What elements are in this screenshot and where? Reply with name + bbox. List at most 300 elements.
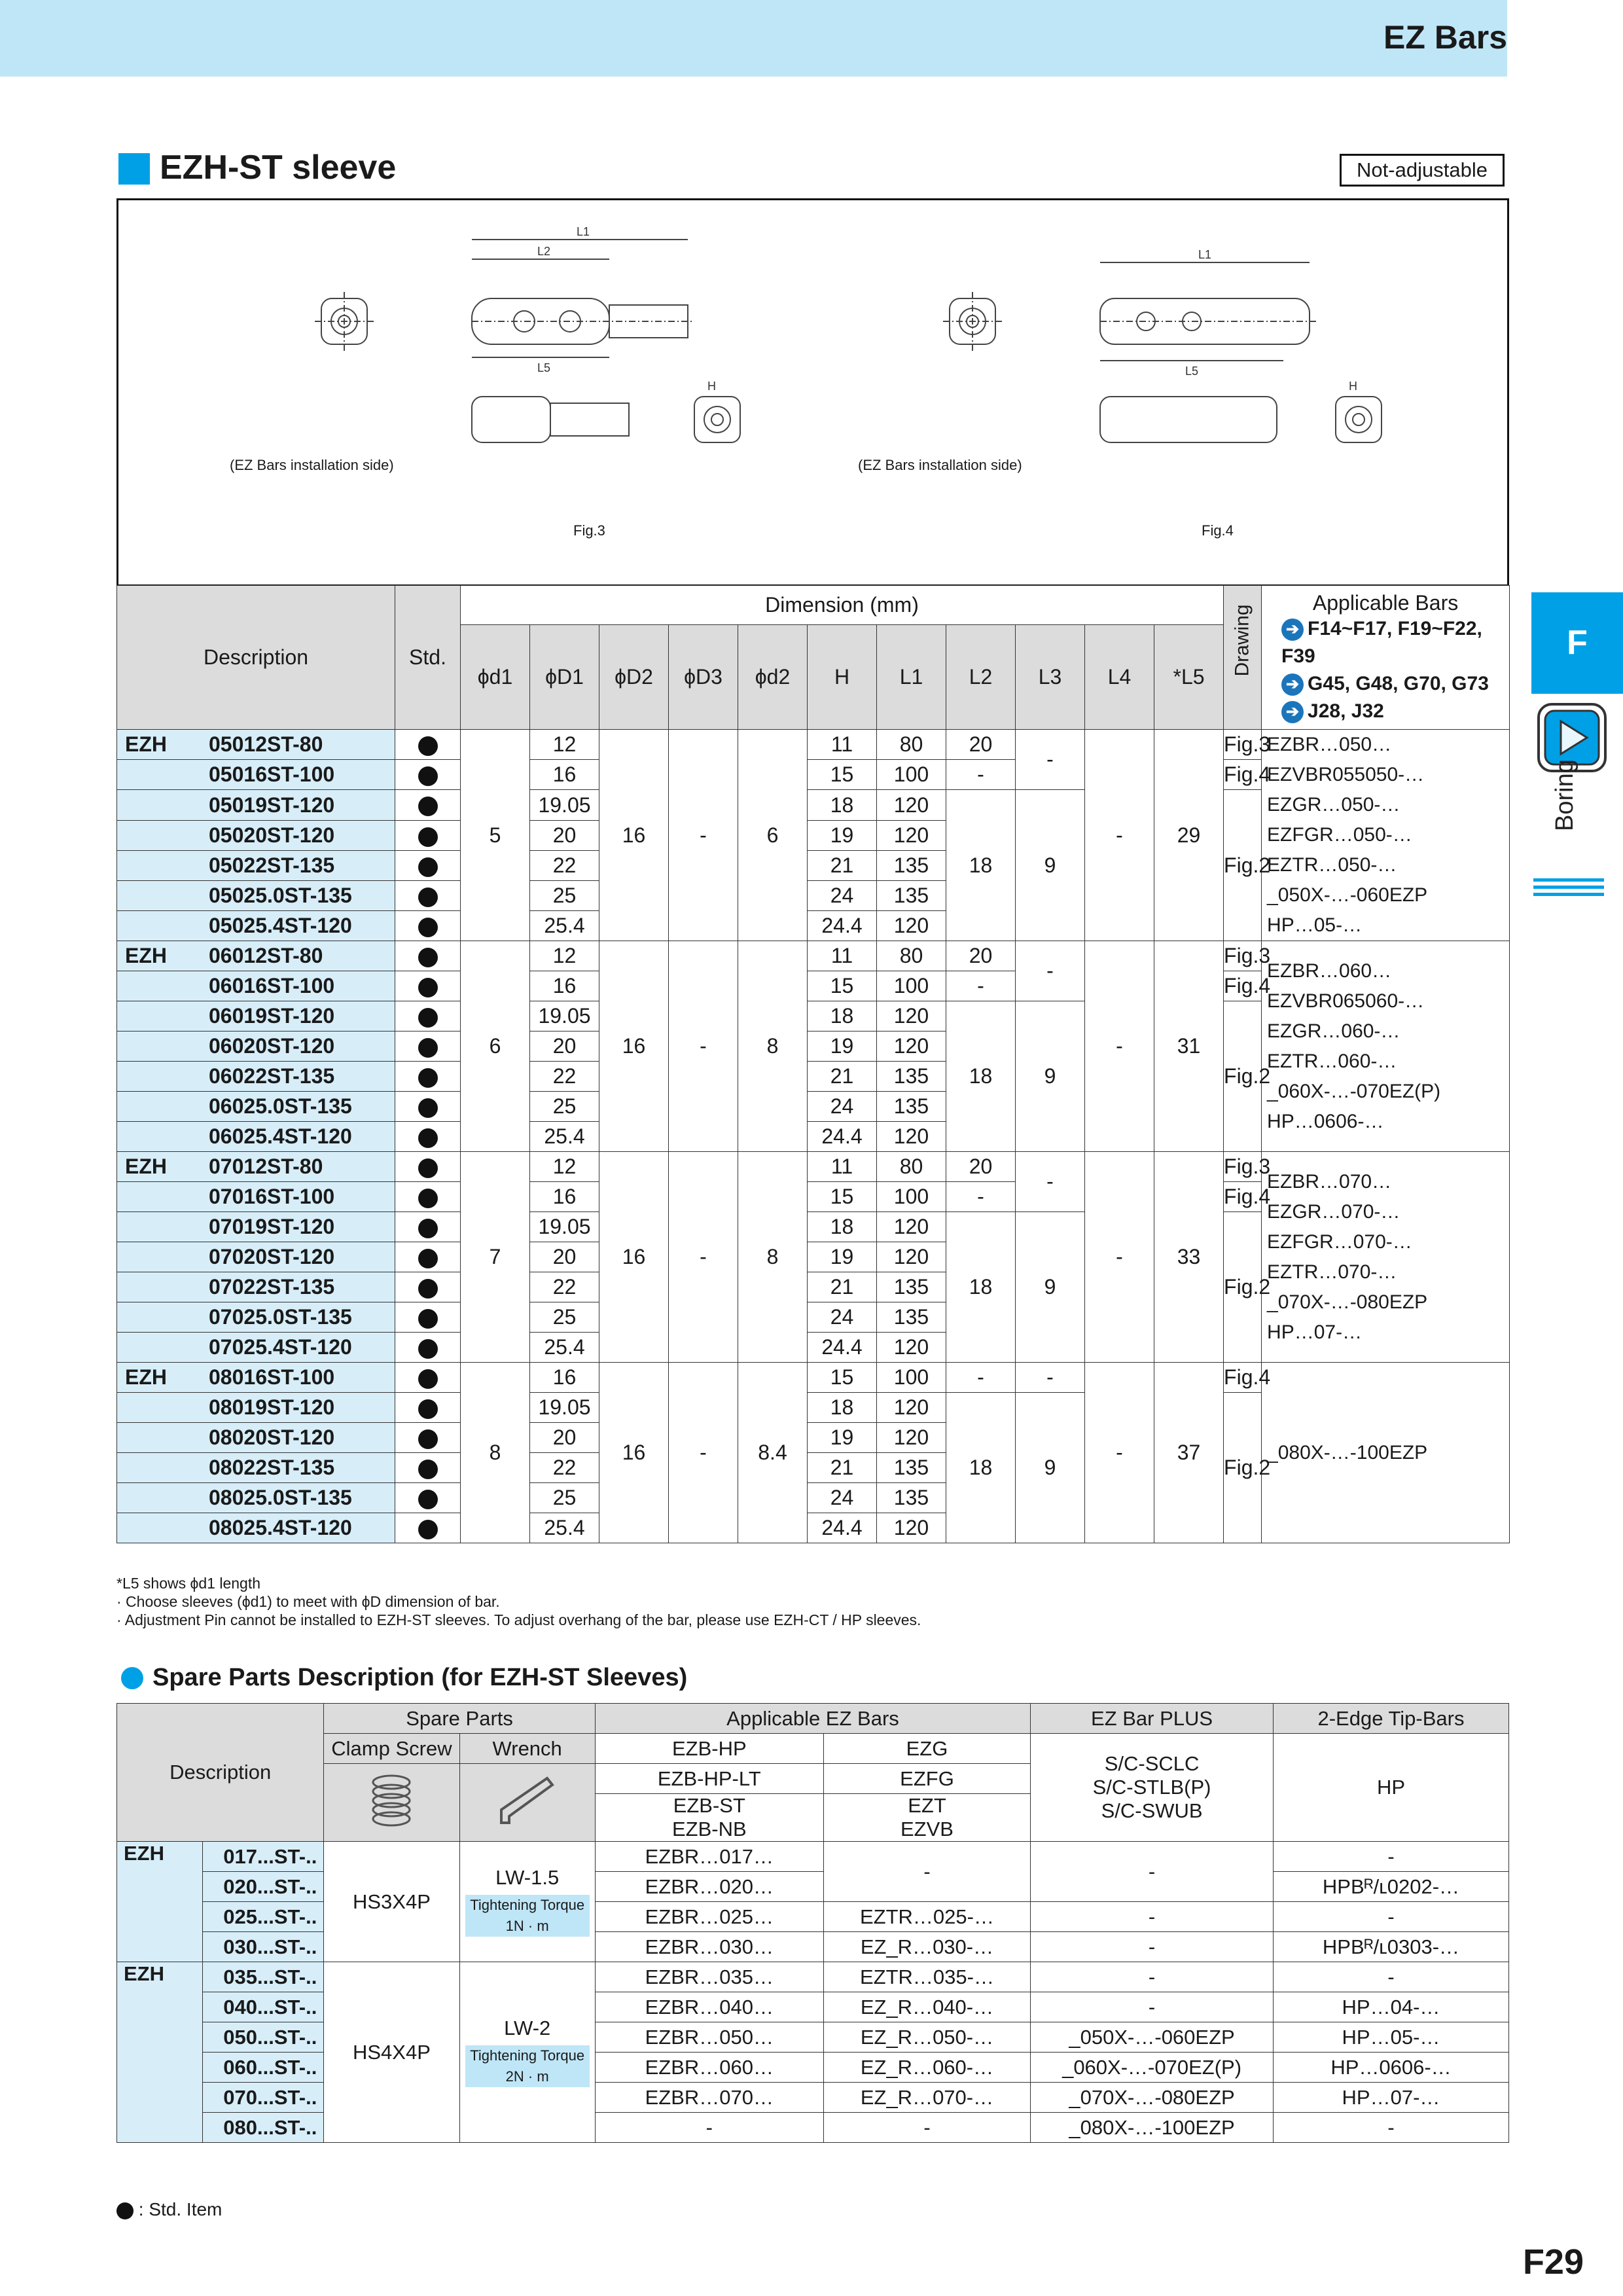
cell-D3: - — [669, 1363, 738, 1543]
std-mark — [395, 1363, 461, 1393]
app-col2-1: EZFG — [823, 1764, 1030, 1794]
row-description: 06022ST-135 — [117, 1062, 395, 1092]
row-description: 08019ST-120 — [117, 1393, 395, 1423]
applicable-line-3: ➔ J28, J32 — [1262, 698, 1509, 725]
std-dot-icon — [418, 1339, 438, 1359]
cell-H: 19 — [808, 821, 877, 851]
row-description: 05019ST-120 — [117, 790, 395, 821]
cell-H: 18 — [808, 790, 877, 821]
drawing-figure — [116, 198, 1509, 586]
spare-tip: - — [1273, 1902, 1508, 1932]
clamp-screw-icon — [324, 1764, 459, 1842]
cell-D2: 16 — [599, 1152, 669, 1363]
wrench-icon — [459, 1764, 595, 1842]
cell-D1: 20 — [530, 1031, 599, 1062]
header-title: EZ Bars — [1383, 19, 1507, 56]
cell-L1: 120 — [877, 1393, 946, 1423]
th-dim-col: ϕD2 — [599, 625, 669, 730]
row-description: 07025.0ST-135 — [117, 1302, 395, 1333]
th-dim-col: H — [808, 625, 877, 730]
spare-tip: HPBᴿ/ʟ0303-… — [1273, 1932, 1508, 1962]
cell-L1: 120 — [877, 1122, 946, 1152]
spare-app-b: EZ_R…050-… — [823, 2022, 1030, 2053]
std-dot-icon — [418, 1249, 438, 1268]
dim-label-L1-right: L1 — [1198, 248, 1212, 261]
std-mark — [395, 1272, 461, 1302]
spare-tip: - — [1273, 1962, 1508, 1992]
cell-L1: 135 — [877, 1302, 946, 1333]
chapter-tab[interactable]: F — [1531, 592, 1623, 694]
std-dot-icon — [418, 1399, 438, 1419]
table-row — [117, 730, 1510, 760]
sleeve-drawings — [118, 200, 1507, 584]
std-mark — [395, 1062, 461, 1092]
cell-L1: 120 — [877, 1212, 946, 1242]
cell-D1: 16 — [530, 971, 599, 1001]
right-figure-caption: (EZ Bars installation side) — [858, 457, 1022, 473]
cell-L4: - — [1085, 941, 1154, 1152]
cell-D1: 22 — [530, 1272, 599, 1302]
cell-D1: 22 — [530, 1062, 599, 1092]
cell-H: 24 — [808, 1092, 877, 1122]
fig3-label: Fig.3 — [573, 522, 605, 539]
std-mark — [395, 881, 461, 911]
cell-D1: 25.4 — [530, 911, 599, 941]
cell-drawing: Fig.2 — [1224, 790, 1262, 941]
cell-drawing: Fig.2 — [1224, 1001, 1262, 1152]
cell-L1: 120 — [877, 1333, 946, 1363]
cell-L1: 80 — [877, 1152, 946, 1182]
cell-D1: 20 — [530, 1242, 599, 1272]
cell-d2: 6 — [738, 730, 808, 941]
std-mark — [395, 1122, 461, 1152]
spare-th-description: Description — [117, 1704, 324, 1842]
row-description: 08025.0ST-135 — [117, 1483, 395, 1513]
std-mark — [395, 1483, 461, 1513]
cell-L3: 9 — [1016, 1001, 1085, 1152]
th-dim-col: L2 — [946, 625, 1016, 730]
cell-L1: 100 — [877, 1363, 946, 1393]
std-mark — [395, 1333, 461, 1363]
cell-L1: 135 — [877, 1272, 946, 1302]
cell-L3: 9 — [1016, 1212, 1085, 1363]
cell-applicable: EZBR…070… EZGR…070-… EZFGR…070-… EZTR…070-… _070X-…-080EZP HP…07-… — [1262, 1152, 1510, 1363]
std-dot-icon — [418, 918, 438, 937]
cell-D1: 16 — [530, 1363, 599, 1393]
row-description: EZH 08016ST-100 — [117, 1363, 395, 1393]
spare-app-a: EZBR…060… — [595, 2053, 823, 2083]
th-dimension: Dimension (mm) — [461, 586, 1224, 625]
cell-L3: - — [1016, 941, 1085, 1001]
std-dot-icon — [418, 1158, 438, 1178]
cell-drawing: Fig.2 — [1224, 1393, 1262, 1543]
spare-app-a: EZBR…040… — [595, 1992, 823, 2022]
cell-L5: 31 — [1154, 941, 1224, 1152]
spare-app-a: EZBR…050… — [595, 2022, 823, 2053]
spare-title: Spare Parts Description (for EZH-ST Sleeves) — [152, 1664, 688, 1691]
fig4-label: Fig.4 — [1202, 522, 1234, 539]
spare-th-parts: Spare Parts — [324, 1704, 595, 1734]
cell-D1: 12 — [530, 1152, 599, 1182]
spare-row — [117, 1962, 1509, 1992]
cell-H: 24.4 — [808, 1122, 877, 1152]
std-dot-icon — [418, 827, 438, 847]
cell-D2: 16 — [599, 1363, 669, 1543]
cell-H: 24.4 — [808, 911, 877, 941]
dim-label-L2: L2 — [537, 245, 551, 258]
cell-applicable: _080X-…-100EZP — [1262, 1363, 1510, 1543]
cell-L5: 37 — [1154, 1363, 1224, 1543]
cell-d1: 5 — [461, 730, 530, 941]
cell-d1: 7 — [461, 1152, 530, 1363]
spare-th-wrench: Wrench — [459, 1734, 595, 1764]
cell-drawing: Fig.4 — [1224, 1182, 1262, 1212]
cell-L1: 100 — [877, 760, 946, 790]
cell-applicable: EZBR…060… EZVBR065060-… EZGR…060-… EZTR…060-… _060X-…-070EZ(P) HP…0606-… — [1262, 941, 1510, 1152]
cell-H: 15 — [808, 971, 877, 1001]
cell-D1: 25 — [530, 881, 599, 911]
spare-plus: - — [1031, 1992, 1274, 2022]
row-description: 07016ST-100 — [117, 1182, 395, 1212]
cell-L1: 120 — [877, 1242, 946, 1272]
spare-tip: HP…07-… — [1273, 2083, 1508, 2113]
cell-L3: - — [1016, 730, 1085, 790]
cell-D1: 19.05 — [530, 1212, 599, 1242]
spare-code: 070...ST-.. — [202, 2083, 323, 2113]
spare-app-b: EZ_R…030-… — [823, 1932, 1030, 1962]
cell-H: 18 — [808, 1001, 877, 1031]
std-mark — [395, 971, 461, 1001]
spare-app-a: EZBR…030… — [595, 1932, 823, 1962]
cell-H: 21 — [808, 1453, 877, 1483]
note-adjustment: · Adjustment Pin cannot be installed to EZH-ST sleeves. To adjust overhang of the bar, please use EZH-CT / HP sleeves. — [116, 1611, 921, 1628]
cell-L5: 29 — [1154, 730, 1224, 941]
cell-H: 18 — [808, 1212, 877, 1242]
cell-drawing: Fig.2 — [1224, 1212, 1262, 1363]
th-dim-col: ϕD1 — [530, 625, 599, 730]
cell-D1: 19.05 — [530, 1001, 599, 1031]
std-dot-icon — [418, 1189, 438, 1208]
cell-L2: 20 — [946, 1152, 1016, 1182]
spare-tip: - — [1273, 1842, 1508, 1872]
spare-app-b: EZTR…025-… — [823, 1902, 1030, 1932]
dim-label-L5-right: L5 — [1185, 365, 1199, 378]
dim-label-H-left: H — [707, 380, 716, 393]
dim-label-L1-left: L1 — [577, 225, 590, 238]
std-dot-icon — [418, 1128, 438, 1148]
spare-app-a: - — [595, 2113, 823, 2143]
th-applicable-bars — [1262, 586, 1510, 730]
cell-L2: 18 — [946, 1393, 1016, 1543]
cell-L2: 20 — [946, 730, 1016, 760]
std-dot-icon — [418, 1520, 438, 1539]
cell-drawing: Fig.4 — [1224, 1363, 1262, 1393]
spare-plus: _050X-…-060EZP — [1031, 2022, 1274, 2053]
row-description: 05020ST-120 — [117, 821, 395, 851]
row-description: 07022ST-135 — [117, 1272, 395, 1302]
cell-H: 15 — [808, 1363, 877, 1393]
cell-H: 24.4 — [808, 1333, 877, 1363]
cell-D1: 25 — [530, 1483, 599, 1513]
cell-H: 11 — [808, 1152, 877, 1182]
cell-L1: 120 — [877, 911, 946, 941]
app-col2-0: EZG — [823, 1734, 1030, 1764]
spare-th-applicable: Applicable EZ Bars — [595, 1704, 1030, 1734]
cell-H: 18 — [808, 1393, 877, 1423]
std-dot-icon — [418, 1279, 438, 1299]
row-description: 06025.4ST-120 — [117, 1122, 395, 1152]
th-std: Std. — [395, 586, 461, 730]
row-description: 07019ST-120 — [117, 1212, 395, 1242]
cell-D1: 19.05 — [530, 1393, 599, 1423]
cell-H: 21 — [808, 1062, 877, 1092]
cell-D2: 16 — [599, 730, 669, 941]
cell-D3: - — [669, 730, 738, 941]
cell-L1: 135 — [877, 1092, 946, 1122]
page-number: F29 — [1522, 2242, 1584, 2282]
cell-L2: 20 — [946, 941, 1016, 971]
row-description: EZH 05012ST-80 — [117, 730, 395, 760]
row-description: 06019ST-120 — [117, 1001, 395, 1031]
spare-tip: HP…0606-… — [1273, 2053, 1508, 2083]
cell-L1: 120 — [877, 1423, 946, 1453]
cell-applicable: EZBR…050… EZVBR055050-… EZGR…050-… EZFGR…050-… EZTR…050-… _050X-…-060EZP HP…05-… — [1262, 730, 1510, 941]
th-drawing: Drawing — [1224, 586, 1262, 730]
cell-D1: 12 — [530, 730, 599, 760]
std-dot-icon — [418, 1369, 438, 1389]
app-col1-0: EZB-HP — [595, 1734, 823, 1764]
std-dot-icon — [418, 797, 438, 816]
spare-th-plus: EZ Bar PLUS — [1031, 1704, 1274, 1734]
cell-L1: 135 — [877, 851, 946, 881]
spare-th-tip: 2-Edge Tip-Bars — [1273, 1704, 1508, 1734]
cell-L3: 9 — [1016, 790, 1085, 941]
cell-L2: - — [946, 1363, 1016, 1393]
app-col1-2: EZB-ST EZB-NB — [595, 1794, 823, 1842]
section-marker — [118, 153, 150, 185]
cell-H: 24 — [808, 1302, 877, 1333]
spare-code: 020...ST-.. — [202, 1872, 323, 1902]
row-description: 08025.4ST-120 — [117, 1513, 395, 1543]
spare-app-a: EZBR…020… — [595, 1872, 823, 1902]
cell-L1: 80 — [877, 730, 946, 760]
th-dim-col: *L5 — [1154, 625, 1224, 730]
row-description: EZH 06012ST-80 — [117, 941, 395, 971]
app-col1-1: EZB-HP-LT — [595, 1764, 823, 1794]
section-title: EZH-ST sleeve — [160, 149, 397, 187]
applicable-bars-title: Applicable Bars — [1312, 591, 1459, 615]
std-mark — [395, 1513, 461, 1543]
app-col2-2: EZT EZVB — [823, 1794, 1030, 1842]
std-mark — [395, 821, 461, 851]
cell-D1: 16 — [530, 760, 599, 790]
th-dim-col: L3 — [1016, 625, 1085, 730]
row-description: 06025.0ST-135 — [117, 1092, 395, 1122]
applicable-line-2: ➔ G45, G48, G70, G73 — [1262, 670, 1509, 698]
note-choose: · Choose sleeves (ϕd1) to meet with ϕD dimension of bar. — [116, 1593, 500, 1610]
cell-L3: - — [1016, 1152, 1085, 1212]
th-dim-col: L4 — [1085, 625, 1154, 730]
cell-L1: 120 — [877, 821, 946, 851]
std-mark — [395, 730, 461, 760]
cell-D1: 25.4 — [530, 1513, 599, 1543]
row-description: 05025.0ST-135 — [117, 881, 395, 911]
cell-H: 24 — [808, 1483, 877, 1513]
cell-d1: 8 — [461, 1363, 530, 1543]
std-dot-icon — [418, 736, 438, 756]
spare-app-b: EZ_R…060-… — [823, 2053, 1030, 2083]
cell-L1: 80 — [877, 941, 946, 971]
cell-L2: 18 — [946, 790, 1016, 941]
cell-D2: 16 — [599, 941, 669, 1152]
std-dot-icon — [418, 1460, 438, 1479]
left-figure-caption: (EZ Bars installation side) — [230, 457, 394, 473]
cell-L2: 18 — [946, 1001, 1016, 1152]
spare-app-b: EZ_R…040-… — [823, 1992, 1030, 2022]
std-mark — [395, 1031, 461, 1062]
wrench-model: LW-1.5 Tightening Torque 1N · m — [459, 1842, 595, 1962]
spare-plus: _060X-…-070EZ(P) — [1031, 2053, 1274, 2083]
spare-tip: HPBᴿ/ʟ0202-… — [1273, 1872, 1508, 1902]
table-row — [117, 1363, 1510, 1393]
sleeve-dimension-table — [116, 585, 1510, 1543]
spare-app-b: EZTR…035-… — [823, 1962, 1030, 1992]
spare-code: 030...ST-.. — [202, 1932, 323, 1962]
applicable-line-1: ➔ F14~F17, F19~F22, F39 — [1281, 618, 1482, 667]
row-description: 06016ST-100 — [117, 971, 395, 1001]
chapter-decoration — [1533, 878, 1604, 900]
cell-D1: 25 — [530, 1092, 599, 1122]
spare-tip: HP…05-… — [1273, 2022, 1508, 2053]
table-row — [117, 941, 1510, 971]
clamp-screw-model: HS4X4P — [324, 1962, 459, 2143]
cell-D1: 19.05 — [530, 790, 599, 821]
row-description: EZH 07012ST-80 — [117, 1152, 395, 1182]
cell-D3: - — [669, 1152, 738, 1363]
cell-L3: 9 — [1016, 1393, 1085, 1543]
th-dim-col: L1 — [877, 625, 946, 730]
spare-code: 060...ST-.. — [202, 2053, 323, 2083]
cell-L3: - — [1016, 1363, 1085, 1393]
page-header-band — [0, 0, 1507, 77]
cell-L1: 120 — [877, 1031, 946, 1062]
std-mark — [395, 1453, 461, 1483]
std-item-legend: : Std. Item — [116, 2199, 222, 2220]
std-mark — [395, 1242, 461, 1272]
cell-H: 19 — [808, 1242, 877, 1272]
not-adjustable-badge: Not-adjustable — [1340, 154, 1505, 187]
th-description: Description — [117, 586, 395, 730]
cell-H: 19 — [808, 1031, 877, 1062]
cell-L2: - — [946, 760, 1016, 790]
row-description: 07025.4ST-120 — [117, 1333, 395, 1363]
std-dot-icon — [418, 1098, 438, 1118]
cell-D1: 12 — [530, 941, 599, 971]
cell-D1: 22 — [530, 1453, 599, 1483]
cell-D1: 16 — [530, 1182, 599, 1212]
std-dot-icon — [418, 948, 438, 967]
cell-L1: 100 — [877, 971, 946, 1001]
cell-D1: 25 — [530, 1302, 599, 1333]
cell-D1: 20 — [530, 1423, 599, 1453]
cell-L4: - — [1085, 1363, 1154, 1543]
spare-app-b: - — [823, 2113, 1030, 2143]
std-mark — [395, 851, 461, 881]
cell-L2: - — [946, 971, 1016, 1001]
std-mark — [395, 1212, 461, 1242]
cell-D3: - — [669, 941, 738, 1152]
cell-drawing: Fig.3 — [1224, 941, 1262, 971]
cell-L1: 135 — [877, 1483, 946, 1513]
std-dot-icon — [418, 766, 438, 786]
arrow-right-icon: ➔ — [1281, 701, 1304, 723]
cell-D1: 22 — [530, 851, 599, 881]
std-mark — [395, 790, 461, 821]
spare-plus: - — [1031, 1932, 1274, 1962]
arrow-right-icon: ➔ — [1281, 619, 1304, 641]
std-dot-icon — [418, 857, 438, 877]
std-mark — [395, 1152, 461, 1182]
tip-item: HP — [1273, 1734, 1508, 1842]
row-description: 07020ST-120 — [117, 1242, 395, 1272]
spare-app-b: EZ_R…070-… — [823, 2083, 1030, 2113]
spare-tip: - — [1273, 2113, 1508, 2143]
cell-L1: 120 — [877, 1513, 946, 1543]
note-l5: *L5 shows ϕd1 length — [116, 1575, 261, 1592]
spare-app-a: EZBR…017… — [595, 1842, 823, 1872]
cell-d2: 8 — [738, 941, 808, 1152]
std-mark — [395, 1302, 461, 1333]
std-mark — [395, 1001, 461, 1031]
th-dim-col: ϕd1 — [461, 625, 530, 730]
cell-L4: - — [1085, 1152, 1154, 1363]
cell-L5: 33 — [1154, 1152, 1224, 1363]
wrench-model: LW-2 Tightening Torque 2N · m — [459, 1962, 595, 2143]
cell-L1: 135 — [877, 1062, 946, 1092]
std-dot-icon — [116, 2202, 134, 2219]
spare-app-a: EZBR…070… — [595, 2083, 823, 2113]
spare-plus: - — [1031, 1962, 1274, 1992]
std-dot-icon — [418, 1008, 438, 1028]
std-dot-icon — [418, 1309, 438, 1329]
cell-L2: 18 — [946, 1212, 1016, 1363]
std-dot-icon — [418, 1219, 438, 1238]
cell-H: 15 — [808, 1182, 877, 1212]
cell-H: 15 — [808, 760, 877, 790]
spare-row — [117, 1842, 1509, 1872]
cell-L1: 120 — [877, 790, 946, 821]
std-dot-icon — [418, 1490, 438, 1509]
cell-L4: - — [1085, 730, 1154, 941]
cell-d2: 8 — [738, 1152, 808, 1363]
spare-tip: HP…04-… — [1273, 1992, 1508, 2022]
std-dot-icon — [418, 1429, 438, 1449]
arrow-right-icon: ➔ — [1281, 673, 1304, 696]
row-description: 06020ST-120 — [117, 1031, 395, 1062]
cell-drawing: Fig.4 — [1224, 971, 1262, 1001]
std-dot-icon — [418, 978, 438, 997]
row-description: 08022ST-135 — [117, 1453, 395, 1483]
cell-D1: 25.4 — [530, 1122, 599, 1152]
spare-section-marker — [121, 1667, 143, 1689]
cell-H: 11 — [808, 730, 877, 760]
chapter-label: Boring — [1551, 759, 1578, 831]
row-description: 05022ST-135 — [117, 851, 395, 881]
cell-L1: 120 — [877, 1001, 946, 1031]
std-mark — [395, 760, 461, 790]
cell-H: 21 — [808, 851, 877, 881]
std-mark — [395, 1092, 461, 1122]
